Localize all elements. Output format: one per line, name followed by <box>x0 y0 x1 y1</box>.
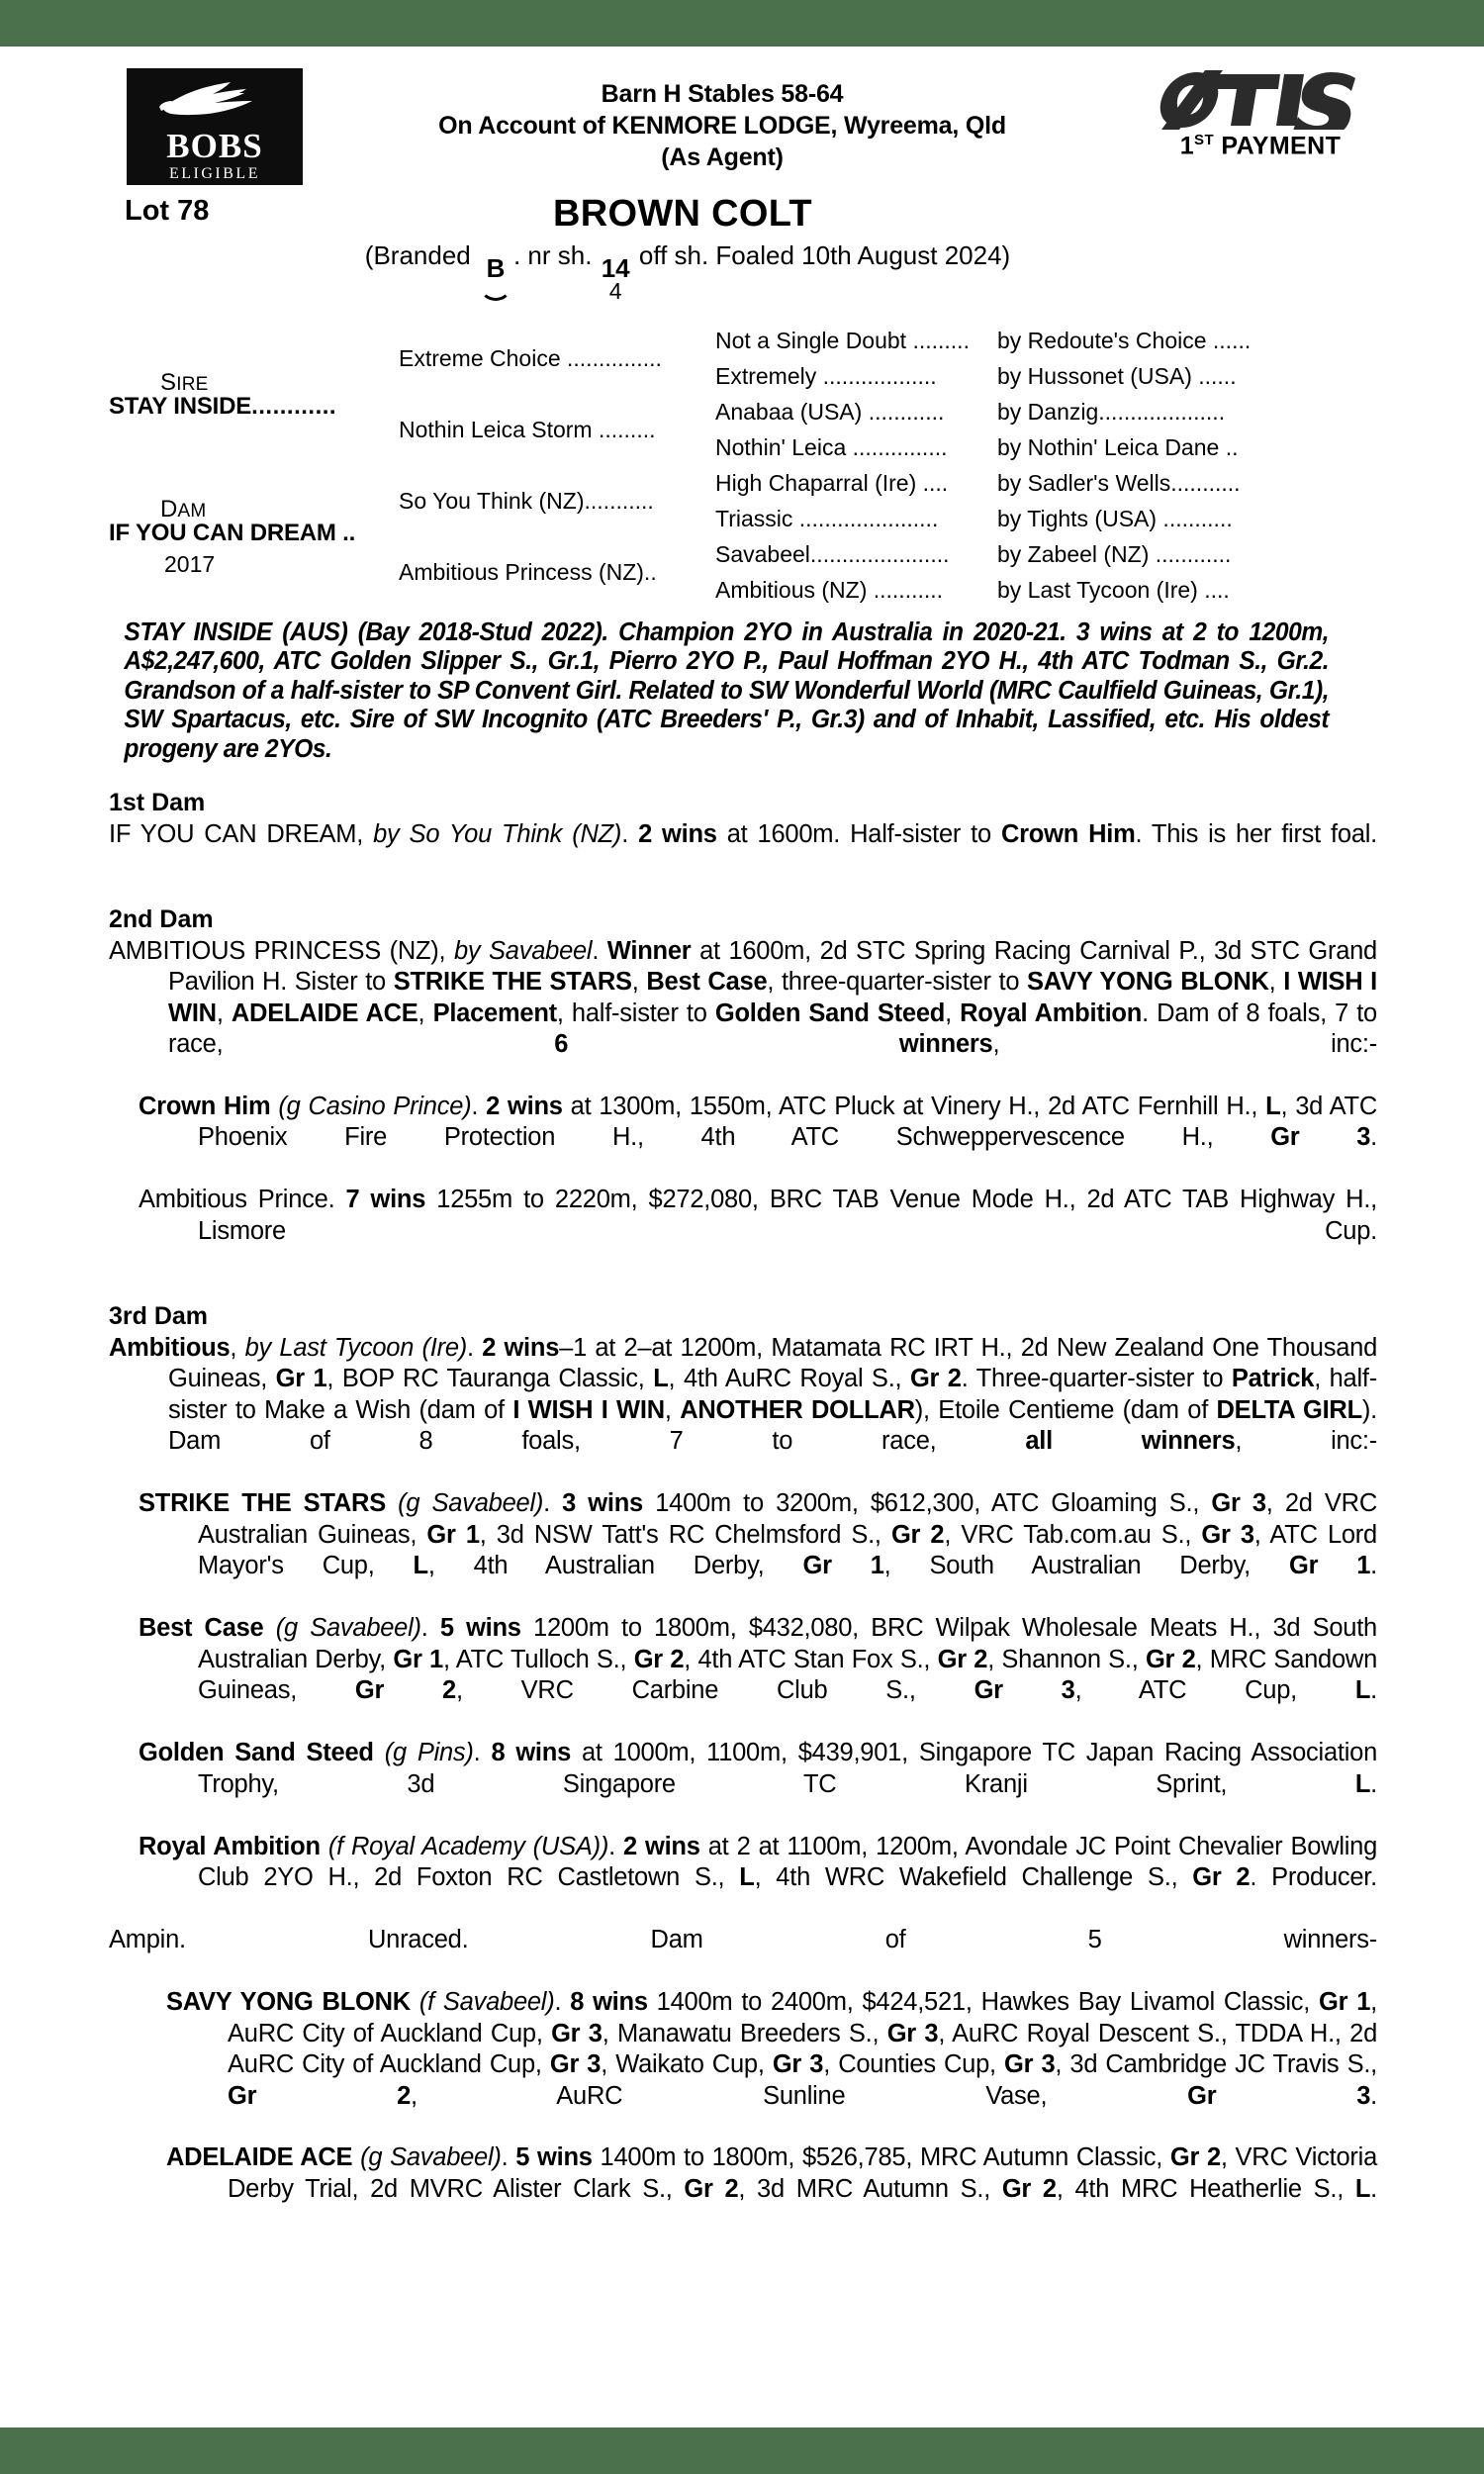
brand-prefix: (Branded <box>364 240 471 270</box>
entry-text: IF YOU CAN DREAM, <box>109 819 374 848</box>
lot-title-row <box>107 193 1377 237</box>
emphasis-bold: DELTA GIRL <box>1216 1395 1362 1424</box>
sire-name <box>107 392 399 420</box>
entry-text: ). Dam of 8 foals, 7 to race, <box>168 1395 1377 1456</box>
sire-role-label: SIRE <box>160 368 209 396</box>
emphasis-italic: by Last Tycoon (Ire) <box>244 1333 467 1362</box>
emphasis-bold: Gr 1 <box>426 1520 480 1549</box>
pedigree-entry <box>107 1333 1377 1488</box>
entry-text: , inc:- <box>1235 1427 1377 1456</box>
pedigree-gen3-cell: Triassic ...................... <box>715 506 939 532</box>
entry-text: Ampin. Unraced. Dam of 5 winners- <box>109 1926 1377 1954</box>
entry-text: , <box>664 1395 681 1424</box>
entry-text: , Waikato Cup, <box>601 2050 773 2079</box>
emphasis-bold: L <box>653 1365 669 1393</box>
pedigree-gen3-cell: Not a Single Doubt ......... <box>715 328 970 354</box>
entry-text: . <box>420 1614 440 1643</box>
emphasis-italic: (g Savabeel) <box>398 1489 544 1518</box>
pedigree-gen4-cell: by Sadler's Wells........... <box>997 470 1241 497</box>
emphasis-bold: 8 wins <box>491 1739 572 1767</box>
pedigree-entry <box>107 2142 1377 2236</box>
pedigree-gen2-cell: Nothin Leica Storm ......... <box>399 417 656 443</box>
emphasis-italic: (f Royal Academy (USA)) <box>327 1832 609 1860</box>
entry-text: , half-sister to Make a Wish (dam of <box>168 1365 1377 1424</box>
entry-text: , inc:- <box>992 1030 1377 1059</box>
consignor-header <box>305 78 1140 173</box>
pedigree-gen3-cell: Ambitious (NZ) ........... <box>715 577 944 604</box>
emphasis-bold: Gr 2 <box>684 2174 739 2203</box>
emphasis-bold: Gr 3 <box>1211 1489 1266 1518</box>
page-content <box>0 47 1484 2427</box>
sire-name-text: STAY INSIDE <box>109 392 252 420</box>
pedigree-entry <box>107 1488 1377 1613</box>
emphasis-bold: STRIKE THE STARS <box>393 968 632 997</box>
dam-block <box>107 466 399 609</box>
emphasis-bold: 8 wins <box>570 1988 648 2017</box>
emphasis-bold: L <box>1354 1769 1371 1798</box>
entry-text: , three-quarter-sister to <box>767 968 1028 997</box>
emphasis-bold: 7 wins <box>345 1186 426 1214</box>
emphasis-bold: Royal Ambition <box>960 999 1143 1027</box>
entry-text: , Counties Cup, <box>823 2050 1005 2079</box>
pedigree-entry <box>107 1613 1377 1738</box>
bobs-eligible-text: ELIGIBLE <box>169 165 260 182</box>
entry-text: , 2d VRC Australian Guineas, <box>198 1489 1377 1549</box>
entry-text: , 4th WRC Wakefield Challenge S., <box>754 1863 1193 1892</box>
entry-text: , 3d NSW Tatt's RC Chelmsford S., <box>479 1520 891 1549</box>
pedigree-gen4-cell: by Danzig.................... <box>997 399 1226 426</box>
entry-text: , half-sister to <box>556 999 715 1027</box>
entry-text: . <box>473 1739 492 1767</box>
pedigree-table <box>107 324 1377 609</box>
account-of: On Account of KENMORE LODGE, Wyreema, Qld <box>438 112 1006 140</box>
emphasis-bold: Gr 2 <box>1169 2143 1221 2172</box>
entry-text: . <box>1370 1769 1377 1798</box>
pedigree-entry <box>107 1925 1377 1987</box>
entry-text: 1400m to 2400m, $424,521, Hawkes Bay Livamol Classic, <box>647 1988 1320 2017</box>
third-dam-section <box>107 1302 1377 2236</box>
entry-text: . <box>543 1489 563 1518</box>
entry-text: , ATC Cup, <box>1074 1676 1355 1705</box>
emphasis-bold: L <box>739 1863 755 1892</box>
pedigree-gen3-cell: Extremely .................. <box>715 363 937 390</box>
entry-text: . <box>1370 1552 1378 1580</box>
entry-text: , <box>216 999 232 1027</box>
pedigree-gen2-cell: So You Think (NZ)........... <box>399 488 654 515</box>
emphasis-bold: 3 wins <box>562 1489 643 1518</box>
entry-text: , BOP RC Tauranga Classic, <box>326 1365 654 1393</box>
emphasis-bold: L <box>1265 1092 1281 1120</box>
emphasis-bold: 2 wins <box>638 819 717 848</box>
entry-text: at 1000m, 1100m, $439,901, Singapore TC Japan Racing Association Trophy, 3d Singapore TC Kranji Sprint, <box>198 1739 1378 1798</box>
emphasis-bold: Gr 3 <box>549 2050 602 2079</box>
emphasis-bold: Gr 2 <box>1145 1645 1196 1673</box>
entry-text: at 2 at 1100m, 1200m, Avondale JC Point Chevalier Bowling Club 2YO H., 2d Foxton RC Castletown S., <box>198 1832 1378 1892</box>
first-dam-section <box>107 789 1377 882</box>
emphasis-bold: Crown Him <box>139 1092 271 1120</box>
emphasis-bold: Placement <box>432 999 557 1027</box>
emphasis-bold: 2 wins <box>623 1832 700 1860</box>
entry-text: , MRC Sandown Guineas, <box>198 1645 1378 1705</box>
pedigree-entry <box>107 1185 1377 1278</box>
otis-payment-label <box>1154 132 1367 160</box>
pedigree-entry <box>107 819 1377 882</box>
emphasis-italic: by So You Think (NZ) <box>373 819 622 848</box>
entry-text: . <box>608 1832 623 1860</box>
otis-logo <box>1154 68 1367 160</box>
emphasis-bold: Gr 2 <box>909 1365 962 1393</box>
bobs-wordmark: BOBS <box>166 127 263 165</box>
pedigree-gen4-cell: by Nothin' Leica Dane .. <box>997 434 1239 461</box>
entry-text: , 4th Australian Derby, <box>427 1552 803 1580</box>
emphasis-bold: 5 wins <box>439 1614 521 1643</box>
emphasis-bold: Gr 3 <box>1201 1520 1254 1549</box>
emphasis-bold: L <box>1354 2174 1371 2203</box>
barn-location: Barn H Stables 58-64 <box>601 80 844 108</box>
emphasis-bold: Gr 2 <box>1192 1863 1251 1892</box>
emphasis-bold: SAVY YONG BLONK <box>1027 968 1269 997</box>
emphasis-bold: all winners <box>1025 1427 1236 1456</box>
second-dam-section <box>107 905 1377 1279</box>
brand-letter-group <box>480 252 511 301</box>
entry-text: . This is her first foal. <box>1135 819 1377 848</box>
entry-text: , VRC Victoria Derby Trial, 2d MVRC Alister Clark S., <box>228 2143 1377 2203</box>
pedigree-col-grandparents <box>399 324 715 609</box>
entry-text: . <box>621 819 639 848</box>
entry-text <box>411 1988 419 2016</box>
lot-number: Lot 78 <box>125 195 210 227</box>
entry-text: , Shannon S., <box>987 1645 1146 1673</box>
emphasis-bold: ANOTHER DOLLAR <box>680 1395 915 1424</box>
brand-mid: . nr sh. <box>512 240 593 270</box>
emphasis-bold: Gr 2 <box>937 1645 988 1673</box>
pedigree-gen4-cell: by Redoute's Choice ...... <box>997 328 1252 354</box>
entry-text: , AuRC Royal Descent S., TDDA H., 2d AuRC City of Auckland Cup, <box>228 2019 1378 2079</box>
pedigree-gen2-cell: Ambitious Princess (NZ).. <box>399 559 657 586</box>
entry-text: . <box>467 1333 483 1362</box>
emphasis-bold: Gr 1 <box>802 1552 884 1580</box>
first-dam-entries <box>107 819 1377 882</box>
entry-text <box>352 2143 360 2171</box>
entry-text: , Manawatu Breeders S., <box>602 2019 887 2047</box>
lot-title: BROWN COLT <box>553 193 812 235</box>
entry-text: AMBITIOUS PRINCESS (NZ), <box>109 936 454 965</box>
as-agent: (As Agent) <box>661 143 784 171</box>
entry-text: 1200m to 1800m, $432,080, BRC Wilpak Wholesale Meats H., 3d South Australian Derby, <box>198 1614 1377 1673</box>
brand-letter: B <box>486 252 506 283</box>
entry-text: , South Australian Derby, <box>883 1552 1289 1580</box>
third-dam-heading: 3rd Dam <box>109 1301 209 1330</box>
pedigree-gen3-cell: Nothin' Leica ............... <box>715 434 948 461</box>
emphasis-bold: Gr 1 <box>1289 1552 1371 1580</box>
entry-text: 1255m to 2220m, $272,080, BRC TAB Venue Mode H., 2d ATC TAB Highway H., Lismore Cup. <box>198 1186 1377 1245</box>
payment-word: PAYMENT <box>1214 132 1342 160</box>
pedigree-gen4-cell: by Last Tycoon (Ire) .... <box>997 577 1230 604</box>
entry-text: . <box>554 1988 571 2017</box>
emphasis-bold: Crown Him <box>1000 819 1136 848</box>
second-dam-heading: 2nd Dam <box>109 904 214 933</box>
emphasis-bold: Gr 3 <box>772 2050 824 2079</box>
emphasis-bold: Golden Sand Steed <box>714 999 946 1027</box>
entry-text: , ATC Lord Mayor's Cup, <box>198 1520 1377 1580</box>
pedigree-gen3-cell: High Chaparral (Ire) .... <box>715 470 949 497</box>
brand-number-bottom: 4 <box>608 277 622 304</box>
emphasis-bold: Golden Sand Steed <box>139 1739 374 1767</box>
emphasis-bold: Best Case <box>646 968 768 997</box>
entry-text: , <box>1268 968 1284 997</box>
emphasis-bold: Gr 3 <box>1004 2050 1056 2079</box>
dam-name: IF YOU CAN DREAM .. <box>109 520 356 547</box>
emphasis-bold: Gr 3 <box>1187 2081 1371 2110</box>
pedigree-gen3-cell: Anabaa (USA) ............ <box>715 399 945 426</box>
dam-year: 2017 <box>164 551 216 578</box>
entry-text: . <box>501 2143 516 2172</box>
emphasis-bold: Gr 3 <box>551 2019 603 2047</box>
second-dam-entries <box>107 936 1377 1279</box>
emphasis-bold: Gr 1 <box>1319 1988 1371 2017</box>
pedigree-gen4-cell: by Tights (USA) ........... <box>997 506 1233 532</box>
pedigree-gen4-cell: by Hussonet (USA) ...... <box>997 363 1237 390</box>
top-green-band <box>0 0 1484 47</box>
emphasis-bold: ADELAIDE ACE <box>231 999 418 1027</box>
entry-text: , VRC Tab.com.au S., <box>944 1520 1202 1549</box>
sire-summary-paragraph: STAY INSIDE (AUS) (Bay 2018-Stud 2022). Champion 2YO in Australia in 2020-21. 3 wins at 2 to 1200m, A$2,247,600, ATC Golden Slipper S., Gr.1, Pierro 2YO P., Paul Hoffman 2YO H., 4th ATC Todman S., Gr.2. Grandson of a half-sister to SP Convent Girl. Related to SW Wonderful World (MRC Caulfield Guineas, Gr.1), SW Spartacus, etc. Sire of SW Incognito (ATC Breeders' P., Gr.3) and of Inhabit, Lassified, etc. His oldest progeny are 2YOs. <box>124 618 1330 764</box>
entry-text: , 3d MRC Autumn S., <box>738 2174 1002 2203</box>
emphasis-bold: Gr 2 <box>354 1676 456 1705</box>
emphasis-bold: L <box>1354 1676 1371 1705</box>
entry-text: , AuRC Sunline Vase, <box>411 2081 1188 2110</box>
emphasis-bold: 5 wins <box>515 2143 593 2172</box>
payment-ordinal: ST <box>1194 132 1215 148</box>
pedigree-entry <box>107 1738 1377 1831</box>
entry-text: . <box>1370 2081 1377 2110</box>
bottom-green-band <box>0 2427 1484 2474</box>
entry-text: . Three-quarter-sister to <box>961 1365 1232 1393</box>
pedigree-entry <box>107 1832 1377 1925</box>
entry-text: , <box>417 999 433 1027</box>
sire-dots: ............ <box>251 392 337 420</box>
payment-number: 1 <box>1179 132 1195 160</box>
horse-head-icon <box>145 76 284 128</box>
emphasis-bold: Winner <box>606 936 692 965</box>
entry-text: 1400m to 3200m, $612,300, ATC Gloaming S., <box>643 1489 1212 1518</box>
entry-text: . <box>1370 1676 1377 1705</box>
emphasis-bold: 2 wins <box>482 1333 560 1362</box>
entry-text: . <box>592 936 607 965</box>
otis-wordmark-icon <box>1154 68 1367 130</box>
entry-text: , 4th AuRC Royal S., <box>668 1365 910 1393</box>
entry-text: 1400m to 1800m, $526,785, MRC Autumn Classic, <box>592 2143 1170 2172</box>
emphasis-bold: Gr 2 <box>890 1520 945 1549</box>
emphasis-bold: 6 winners <box>554 1030 993 1059</box>
emphasis-bold: Gr 2 <box>633 1645 685 1673</box>
emphasis-italic: (f Savabeel) <box>418 1988 555 2017</box>
page-header <box>107 47 1377 193</box>
emphasis-bold: Gr 2 <box>228 2081 412 2110</box>
pedigree-entry <box>107 1092 1377 1185</box>
pedigree-col-great-grandparents <box>715 324 997 609</box>
first-dam-heading: 1st Dam <box>109 788 206 816</box>
entry-text: . <box>471 1092 487 1120</box>
entry-text: at 1300m, 1550m, ATC Pluck at Vinery H., 2d ATC Fernhill H., <box>562 1092 1266 1120</box>
emphasis-bold: Gr 1 <box>393 1645 443 1673</box>
emphasis-italic: (g Savabeel) <box>360 2143 502 2172</box>
emphasis-bold: Ambitious <box>109 1333 231 1362</box>
brand-arc-icon <box>480 287 511 301</box>
pedigree-col-parents <box>107 324 399 609</box>
entry-text: at 1600m, 2d STC Spring Racing Carnival P., 3d STC Grand Pavilion H. Sister to <box>168 936 1377 997</box>
entry-text <box>264 1614 276 1642</box>
emphasis-bold: Gr 3 <box>886 2019 939 2047</box>
brand-number-top: 14 <box>601 252 630 283</box>
entry-text: Ambitious Prince. <box>139 1186 346 1214</box>
entry-text: , VRC Carbine Club S., <box>455 1676 974 1705</box>
brand-suffix: off sh. Foaled 10th August 2024) <box>638 240 1011 270</box>
emphasis-bold: SAVY YONG BLONK <box>166 1988 411 2017</box>
entry-text <box>321 1833 328 1860</box>
bobs-eligible-logo <box>127 68 303 185</box>
emphasis-bold: STRIKE THE STARS <box>139 1489 386 1518</box>
emphasis-bold: ADELAIDE ACE <box>166 2143 353 2172</box>
entry-text <box>374 1739 385 1766</box>
entry-text: , ATC Tulloch S., <box>442 1645 634 1673</box>
entry-text: , <box>230 1333 245 1362</box>
entry-text: –1 at 2–at 1200m, Matamata RC IRT H., 2d New Zealand One Thousand Guineas, <box>168 1333 1378 1393</box>
entry-text: ), Etoile Centieme (dam of <box>914 1395 1217 1424</box>
entry-text: , <box>631 968 647 997</box>
entry-text: . Dam of 8 foals, 7 to race, <box>168 999 1377 1059</box>
emphasis-italic: (g Casino Prince) <box>278 1092 472 1120</box>
pedigree-gen2-cell: Extreme Choice ............... <box>399 345 662 372</box>
entry-text: , 3d ATC Phoenix Fire Protection H., 4th ATC Schweppervescence H., <box>198 1092 1377 1152</box>
dam-role-label: DAM <box>160 496 207 523</box>
entry-text: at 1600m. Half-sister to <box>716 819 1001 848</box>
emphasis-bold: I WISH I WIN <box>512 1395 665 1424</box>
entry-text: , 4th MRC Heatherlie S., <box>1056 2174 1355 2203</box>
entry-text: . <box>1370 1123 1377 1152</box>
entry-text: . <box>1370 2174 1377 2203</box>
entry-text: , AuRC City of Auckland Cup, <box>228 1988 1377 2047</box>
entry-text <box>386 1489 398 1517</box>
emphasis-bold: Gr 2 <box>1001 2174 1057 2203</box>
pedigree-col-sires-of <box>997 324 1377 609</box>
emphasis-italic: (g Savabeel) <box>275 1614 421 1643</box>
sire-block <box>107 324 399 466</box>
entry-text: , 4th ATC Stan Fox S., <box>684 1645 938 1673</box>
emphasis-italic: (g Pins) <box>384 1739 474 1767</box>
pedigree-gen4-cell: by Zabeel (NZ) ............ <box>997 541 1232 568</box>
pedigree-entry <box>107 1987 1377 2142</box>
emphasis-bold: Gr 3 <box>974 1676 1075 1705</box>
emphasis-bold: Gr 1 <box>275 1365 327 1393</box>
pedigree-gen3-cell: Savabeel...................... <box>715 541 950 568</box>
branding-line <box>107 240 1377 302</box>
emphasis-bold: Gr 3 <box>1270 1123 1371 1152</box>
emphasis-bold: Royal Ambition <box>139 1832 321 1860</box>
entry-text: . Producer. <box>1250 1863 1377 1892</box>
emphasis-bold: I WISH I WIN <box>168 968 1378 1027</box>
emphasis-bold: Best Case <box>139 1614 264 1643</box>
emphasis-bold: 2 wins <box>486 1092 563 1120</box>
third-dam-entries <box>107 1333 1377 2236</box>
entry-text: , <box>945 999 961 1027</box>
emphasis-italic: by Savabeel <box>453 936 593 965</box>
pedigree-entry <box>107 936 1377 1092</box>
brand-number-group <box>601 252 630 304</box>
emphasis-bold: L <box>413 1552 428 1580</box>
entry-text: , 3d Cambridge JC Travis S., <box>1055 2050 1377 2079</box>
emphasis-bold: Patrick <box>1231 1365 1315 1393</box>
